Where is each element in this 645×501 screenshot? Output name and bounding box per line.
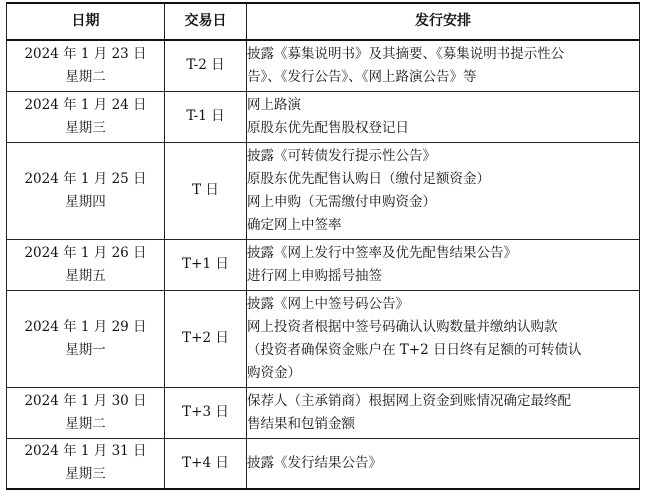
date-text: 2024 年 1 月 25 日 xyxy=(24,170,147,187)
date-cell xyxy=(7,387,165,438)
arrangement-line: 披露《可转债发行提示性公告》 xyxy=(247,147,436,164)
arrangement-cell xyxy=(247,40,640,91)
arrangement-line: 披露《募集说明书》及其摘要、《募集说明书提示性公 xyxy=(247,45,565,62)
header-row xyxy=(7,3,640,40)
date-cell xyxy=(7,142,165,239)
date-cell xyxy=(7,239,165,290)
arrangement-cell xyxy=(247,387,640,438)
arrangement-cell xyxy=(247,290,640,387)
date-cell xyxy=(7,40,165,91)
table-row xyxy=(7,40,640,91)
weekday-text: 星期二 xyxy=(65,68,106,85)
table-row xyxy=(7,239,640,290)
date-text: 2024 年 1 月 29 日 xyxy=(24,318,147,335)
arrangement-line: 原股东优先配售认购日（缴付足额资金） xyxy=(247,170,490,187)
trading-day-cell: T+4 日 xyxy=(165,438,247,489)
arrangement-line: 保荐人（主承销商）根据网上资金到账情况确定最终配 xyxy=(247,392,571,409)
header-trading-day: 交易日 xyxy=(165,3,247,40)
date-cell xyxy=(7,438,165,489)
arrangement-line: 原股东优先配售股权登记日 xyxy=(247,119,409,136)
arrangement-line: 披露《网上发行中签率及优先配售结果公告》 xyxy=(247,244,517,261)
arrangement-cell xyxy=(247,142,640,239)
arrangement-line: 购资金） xyxy=(247,364,301,381)
issuance-schedule-table xyxy=(6,2,640,490)
arrangement-line: 售结果和包销金额 xyxy=(247,415,355,432)
table-row xyxy=(7,91,640,142)
trading-day-cell: T+3 日 xyxy=(165,387,247,438)
arrangement-cell xyxy=(247,239,640,290)
date-text: 2024 年 1 月 24 日 xyxy=(24,96,147,113)
date-text: 2024 年 1 月 31 日 xyxy=(24,443,147,460)
trading-day-cell: T 日 xyxy=(165,142,247,239)
arrangement-line: 进行网上申购摇号抽签 xyxy=(247,267,382,284)
weekday-text: 星期三 xyxy=(65,119,106,136)
header-arrangement: 发行安排 xyxy=(247,3,640,40)
table-row xyxy=(7,387,640,438)
date-cell xyxy=(7,91,165,142)
arrangement-line: （投资者确保资金账户在 T+2 日日终有足额的可转债认 xyxy=(247,341,582,358)
arrangement-cell xyxy=(247,438,640,489)
arrangement-line: 披露《网上中签号码公告》 xyxy=(247,295,409,312)
weekday-text: 星期二 xyxy=(65,415,106,432)
weekday-text: 星期三 xyxy=(65,466,106,483)
table-row xyxy=(7,290,640,387)
arrangement-line: 网上路演 xyxy=(247,96,301,113)
date-cell xyxy=(7,290,165,387)
header-date: 日期 xyxy=(7,3,165,40)
date-text: 2024 年 1 月 23 日 xyxy=(24,45,147,62)
weekday-text: 星期四 xyxy=(65,193,106,210)
weekday-text: 星期一 xyxy=(65,341,106,358)
table-row xyxy=(7,438,640,489)
table-header xyxy=(7,3,640,40)
table-row xyxy=(7,142,640,239)
weekday-text: 星期五 xyxy=(65,267,106,284)
trading-day-cell: T+2 日 xyxy=(165,290,247,387)
date-text: 2024 年 1 月 26 日 xyxy=(24,244,147,261)
arrangement-cell xyxy=(247,91,640,142)
arrangement-line: 网上投资者根据中签号码确认认购数量并缴纳认购款 xyxy=(247,318,558,335)
table-body xyxy=(7,40,640,489)
arrangement-line: 告》、《发行公告》、《网上路演公告》等 xyxy=(247,68,477,85)
trading-day-cell: T+1 日 xyxy=(165,239,247,290)
arrangement-line: 披露《发行结果公告》 xyxy=(247,454,382,471)
arrangement-line: 网上申购（无需缴付申购资金） xyxy=(247,193,436,210)
arrangement-line: 确定网上中签率 xyxy=(247,216,342,233)
trading-day-cell: T-1 日 xyxy=(165,91,247,142)
date-text: 2024 年 1 月 30 日 xyxy=(24,392,147,409)
trading-day-cell: T-2 日 xyxy=(165,40,247,91)
